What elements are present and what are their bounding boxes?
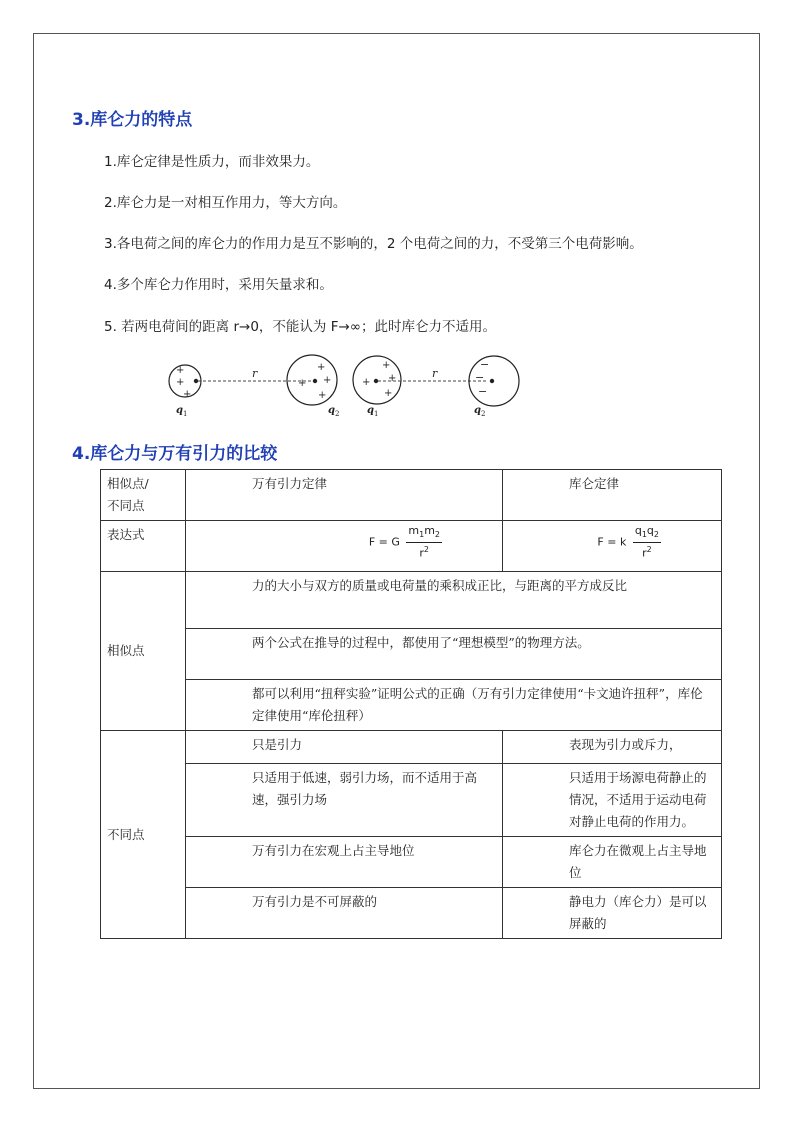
different-coulomb-2: 只适用于场源电荷静止的情况，不适用于运动电荷对静止电荷的作用力。 <box>503 764 722 837</box>
q2-center-dot-right <box>490 379 494 383</box>
similar-row-2 <box>101 629 722 680</box>
similar-row-1 <box>101 572 722 629</box>
left-charge-pair <box>169 355 339 418</box>
similar-label: 相似点 <box>101 572 186 731</box>
similar-point-2: 两个公式在推导的过程中，都使用了“理想模型”的物理方法。 <box>186 629 722 680</box>
r-label-right: r <box>432 367 438 380</box>
different-coulomb-3: 库仑力在微观上占主导地位 <box>503 837 722 888</box>
different-gravity-3: 万有引力在宏观上占主导地位 <box>186 837 503 888</box>
coulomb-num-b: q <box>646 524 654 537</box>
different-row-2 <box>101 764 722 837</box>
section-3-item-5: 5. 若两电荷间的距离 r→0，不能认为 F→∞；此时库仑力不适用。 <box>104 319 497 335</box>
gravity-num-b: m <box>424 524 435 537</box>
q1-center-dot-left <box>194 379 198 383</box>
q1-sub-right: 1 <box>374 410 379 418</box>
section-3-item-2: 2.库仑力是一对相互作用力，等大方向。 <box>104 195 347 211</box>
coulomb-formula-lhs: F = k <box>597 535 627 549</box>
gravity-num-b-sub: 2 <box>434 530 440 540</box>
section-3-item-4: 4.多个库仑力作用时，采用矢量求和。 <box>104 277 333 293</box>
q2-label-left: q <box>328 405 335 416</box>
q2-sub-right: 2 <box>481 410 486 418</box>
header-col1 <box>101 470 186 521</box>
gravity-den: r <box>419 546 424 560</box>
q1-sign-right-3: + <box>384 388 393 399</box>
different-label: 不同点 <box>101 731 186 939</box>
header-col1-line2: 不同点 <box>107 498 145 513</box>
right-charge-pair <box>353 356 519 418</box>
q2-center-dot-left <box>313 379 317 383</box>
section-3-heading: 3.库仑力的特点 <box>72 110 193 130</box>
charge-diagram <box>160 353 530 423</box>
section-3-item-3: 3.各电荷之间的库仑力的作用力是互不影响的，2 个电荷之间的力，不受第三个电荷影响。 <box>104 236 643 252</box>
q2-sign-right-3: − <box>478 385 488 398</box>
coulomb-formula <box>503 521 722 572</box>
gravity-den-sup: 2 <box>423 545 429 555</box>
q1-sign-left-3: + <box>183 389 192 400</box>
q1-label-right: q <box>367 405 374 416</box>
gravity-num-a: m <box>408 524 420 537</box>
header-gravity: 万有引力定律 <box>186 470 503 521</box>
different-row-4 <box>101 888 722 939</box>
coulomb-num-a-sub: 1 <box>641 530 647 540</box>
expression-row <box>101 521 722 572</box>
gravity-num-a-sub: 1 <box>419 530 425 540</box>
r-label-left: r <box>252 367 258 380</box>
different-gravity-2: 只适用于低速，弱引力场，而不适用于高速，强引力场 <box>186 764 503 837</box>
similar-point-3: 都可以利用“扭秤实验”证明公式的正确（万有引力定律使用“卡文迪许扭秤”，库伦定律使用“库伦扭秤） <box>186 680 722 731</box>
table-header-row <box>101 470 722 521</box>
similar-point-1: 力的大小与双方的质量或电荷量的乘积成正比，与距离的平方成反比 <box>186 572 722 629</box>
header-col1-line1: 相似点/ <box>107 476 149 491</box>
coulomb-fraction <box>633 524 661 561</box>
different-coulomb-1: 表现为引力或斥力， <box>503 731 722 764</box>
q2-sub-left: 2 <box>335 410 340 418</box>
q2-sign-left-4: + <box>298 378 307 389</box>
q2-label-right: q <box>474 405 481 416</box>
q1-sub-left: 1 <box>183 410 188 418</box>
q1-sign-left-2: + <box>176 377 185 388</box>
comparison-table <box>100 469 722 939</box>
q1-sign-right-1: + <box>382 360 391 371</box>
different-gravity-4: 万有引力是不可屏蔽的 <box>186 888 503 939</box>
q2-sign-left-3: + <box>318 390 327 401</box>
gravity-formula-lhs: F = G <box>368 535 400 549</box>
different-coulomb-4: 静电力（库仑力）是可以屏蔽的 <box>503 888 722 939</box>
section-4-heading: 4.库仑力与万有引力的比较 <box>72 444 278 464</box>
section-3-item-1: 1.库仑定律是性质力，而非效果力。 <box>104 154 320 170</box>
coulomb-num-b-sub: 2 <box>653 530 659 540</box>
header-coulomb: 库仑定律 <box>503 470 722 521</box>
q2-sign-right-1: − <box>480 358 490 371</box>
q1-center-dot-right <box>374 379 378 383</box>
gravity-fraction <box>406 524 442 561</box>
different-gravity-1: 只是引力 <box>186 731 503 764</box>
q1-sign-left-1: + <box>176 365 185 376</box>
different-row-3 <box>101 837 722 888</box>
q2-sign-left-1: + <box>317 362 326 373</box>
different-row-1 <box>101 731 722 764</box>
q1-sign-right-2: + <box>388 373 397 384</box>
q1-label-left: q <box>176 405 183 416</box>
expression-label: 表达式 <box>101 521 186 572</box>
gravity-formula <box>186 521 503 572</box>
q2-sign-right-2: − <box>475 371 485 384</box>
coulomb-den: r <box>642 546 647 560</box>
coulomb-den-sup: 2 <box>646 545 652 555</box>
q2-sign-left-2: + <box>323 375 332 386</box>
coulomb-num-a: q <box>634 524 642 537</box>
q1-sign-right-4: + <box>362 377 371 388</box>
similar-row-3 <box>101 680 722 731</box>
